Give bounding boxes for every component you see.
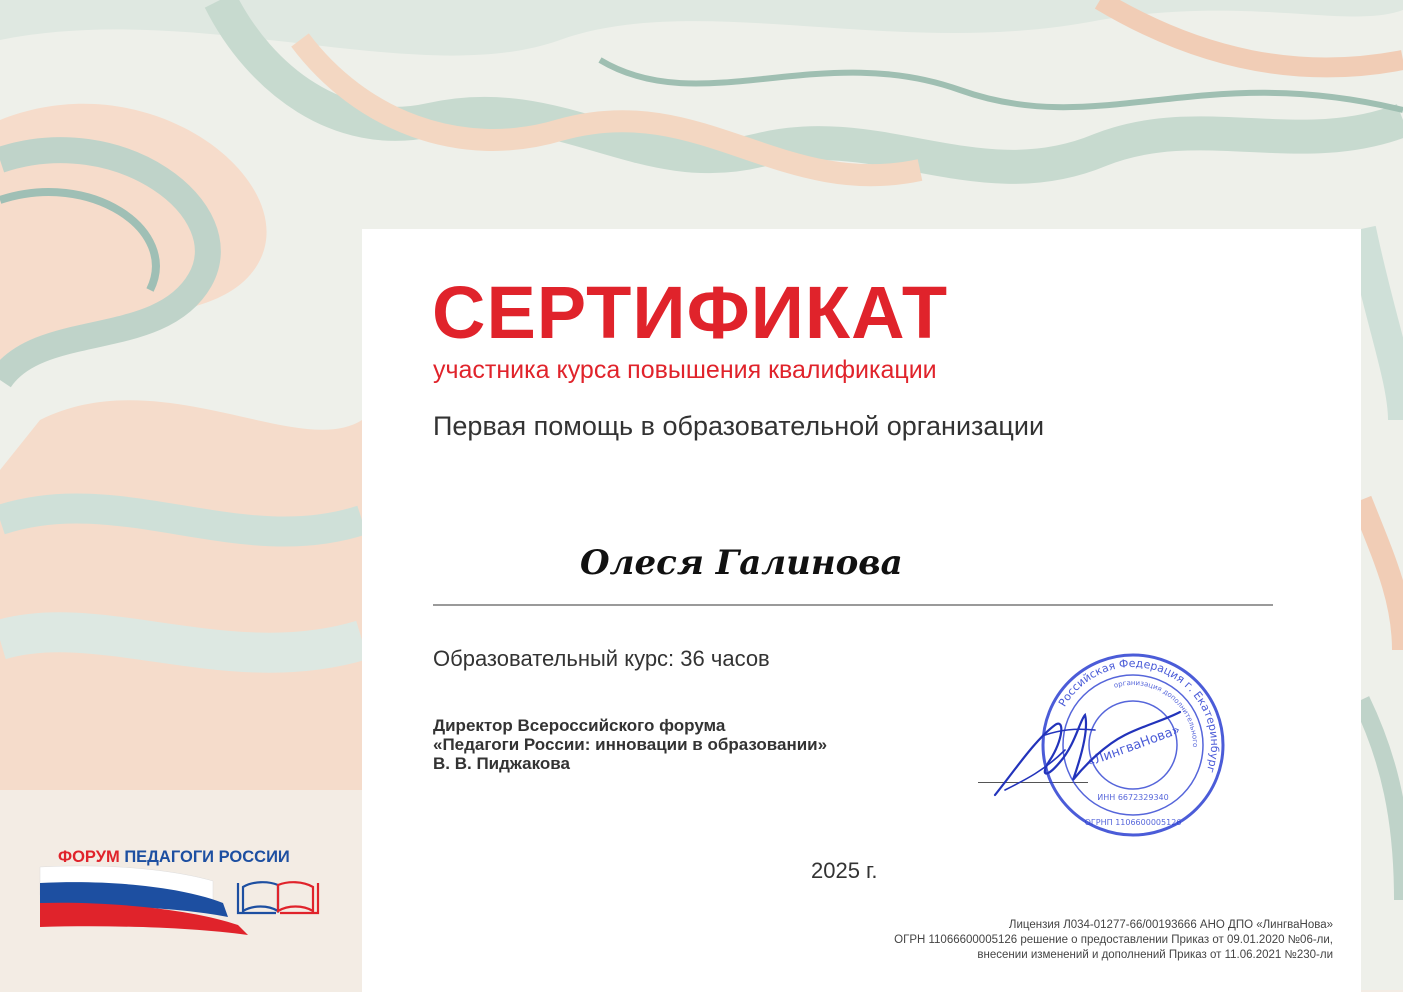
recipient-name: Олеся Галинова [580, 543, 903, 583]
certificate-title: СЕРТИФИКАТ [432, 271, 949, 354]
amendment-line: внесении изменений и дополнений Приказ от 11.06.2021 №230-ли [977, 949, 1333, 961]
director-forum: «Педагоги России: инновации в образовании» [433, 735, 828, 754]
stamp-ogrn: ОГРНП 1106600005126 [1084, 818, 1182, 827]
course-name: Первая помощь в образовательной организации [433, 411, 1045, 441]
stamp-outer-text: Российская Федерация г. Екатеринбург [1056, 656, 1222, 775]
stamp-center-text: «ЛингваНова» [1084, 722, 1183, 771]
logo-word-forum: ФОРУМ [58, 848, 120, 866]
name-underline [433, 604, 1273, 606]
book-icon [238, 882, 318, 913]
forum-logo-text [58, 849, 290, 866]
issue-year: 2025 г. [811, 858, 878, 883]
director-signature [985, 700, 1185, 810]
license-line: Лицензия Л034-01277-66/00193666 АНО ДПО «ЛингваНова» [1008, 919, 1333, 931]
director-title: Директор Всероссийского форума [433, 716, 726, 735]
course-hours: Образовательный курс: 36 часов [433, 646, 770, 671]
director-name: В. В. Пиджакова [433, 754, 570, 773]
stamp-inn: ИНН 6672329340 [1097, 793, 1169, 802]
ogrn-line: ОГРН 11066600005126 решение о предоставлении Приказ от 09.01.2020 №06-ли, [894, 934, 1333, 946]
logo-word-teachers: ПЕДАГОГИ РОССИИ [124, 848, 290, 866]
director-block [433, 716, 827, 773]
license-block [733, 918, 1333, 963]
certificate-subtitle: участника курса повышения квалификации [433, 356, 937, 384]
stamp-inner-text: организация дополнительного [1112, 678, 1200, 748]
